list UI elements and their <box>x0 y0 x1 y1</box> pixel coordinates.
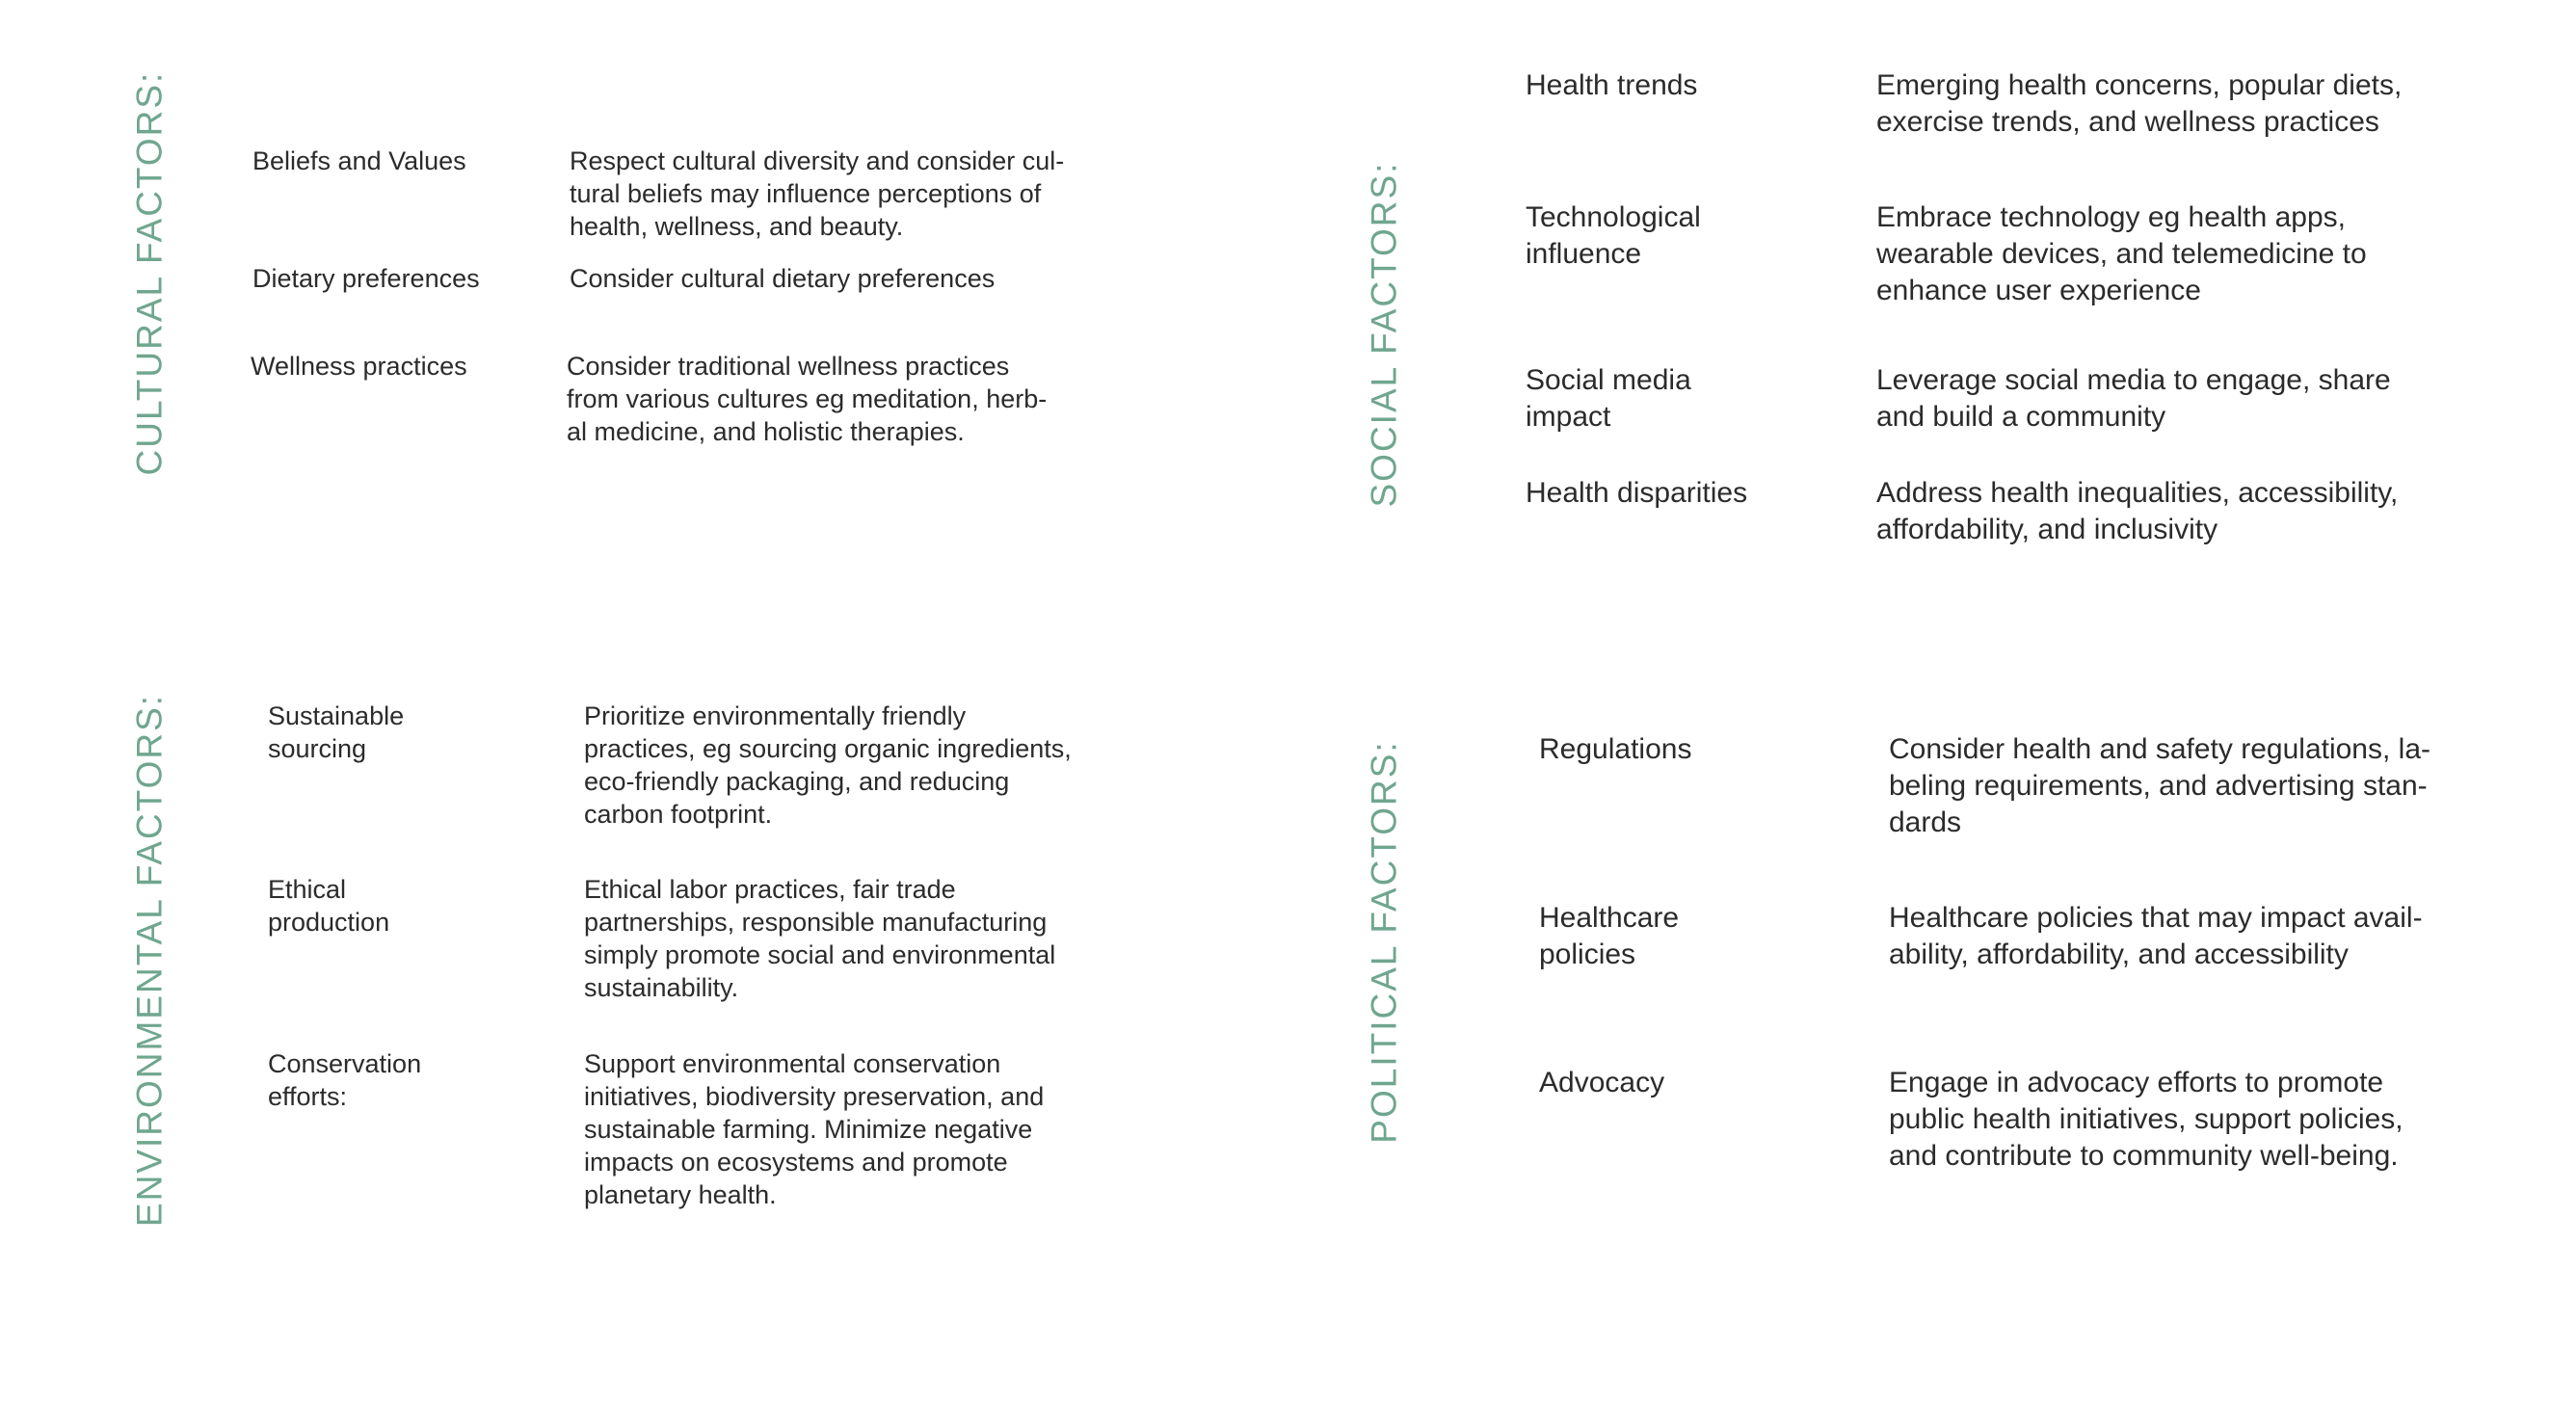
political-desc-advocacy: Engage in advocacy efforts to promote public health initiatives, support policies, and contribute to community well-being. <box>1889 1067 2403 1172</box>
political-desc-regulations: Consider health and safety regulations, la- beling requirements, and advertising stan- dards <box>1889 733 2431 838</box>
cultural-factors-title: CULTURAL FACTORS: <box>129 70 170 476</box>
social-desc-technological: Embrace technology eg health apps, wearable devices, and telemedicine to enhance user experience <box>1876 201 2367 306</box>
environmental-desc-sourcing: Prioritize environmentally friendly practices, eg sourcing organic ingredients, eco-friendly packaging, and reducing carbon footprint. <box>584 701 1072 829</box>
environmental-label-production: Ethical production <box>268 875 390 937</box>
environmental-label-conservation: Conservation efforts: <box>268 1049 422 1111</box>
social-label-health-trends: Health trends <box>1526 69 1698 101</box>
cultural-label-beliefs: Beliefs and Values <box>252 146 466 175</box>
environmental-desc-conservation: Support environmental conservation initiatives, biodiversity preservation, and sustainable farming. Minimize negative impacts on ecosystems and promote planetary health. <box>584 1049 1045 1209</box>
social-factors-title: SOCIAL FACTORS: <box>1364 161 1404 508</box>
social-desc-health-trends: Emerging health concerns, popular diets, exercise trends, and wellness practices <box>1876 69 2403 138</box>
social-label-technological: Technological influence <box>1526 201 1701 270</box>
cultural-label-wellness: Wellness practices <box>251 352 467 381</box>
social-desc-disparities: Address health inequalities, accessibility, affordability, and inclusivity <box>1876 477 2399 545</box>
political-desc-healthcare: Healthcare policies that may impact avail- ability, affordability, and accessibility <box>1889 902 2423 970</box>
cultural-desc-wellness: Consider traditional wellness practices from various cultures eg meditation, herb- al medicine, and holistic therapies. <box>567 352 1048 446</box>
political-label-regulations: Regulations <box>1539 733 1692 765</box>
social-desc-social-media: Leverage social media to engage, share and build a community <box>1876 364 2391 433</box>
political-label-healthcare: Healthcare policies <box>1539 902 1680 970</box>
cultural-desc-beliefs: Respect cultural diversity and consider cul- tural beliefs may influence perceptions of health, wellness, and beauty. <box>570 146 1065 241</box>
cultural-desc-dietary: Consider cultural dietary preferences <box>570 264 996 293</box>
political-factors-title: POLITICAL FACTORS: <box>1364 740 1404 1144</box>
social-label-disparities: Health disparities <box>1526 477 1748 509</box>
social-label-social-media: Social media impact <box>1526 364 1691 433</box>
environmental-factors-title: ENVIRONMENTAL FACTORS: <box>129 693 170 1228</box>
political-label-advocacy: Advocacy <box>1539 1067 1665 1098</box>
cultural-label-dietary: Dietary preferences <box>252 264 480 293</box>
environmental-label-sourcing: Sustainable sourcing <box>268 701 405 763</box>
environmental-desc-production: Ethical labor practices, fair trade partnerships, responsible manufacturing simply promote social and environmental sustainability. <box>584 875 1056 1002</box>
